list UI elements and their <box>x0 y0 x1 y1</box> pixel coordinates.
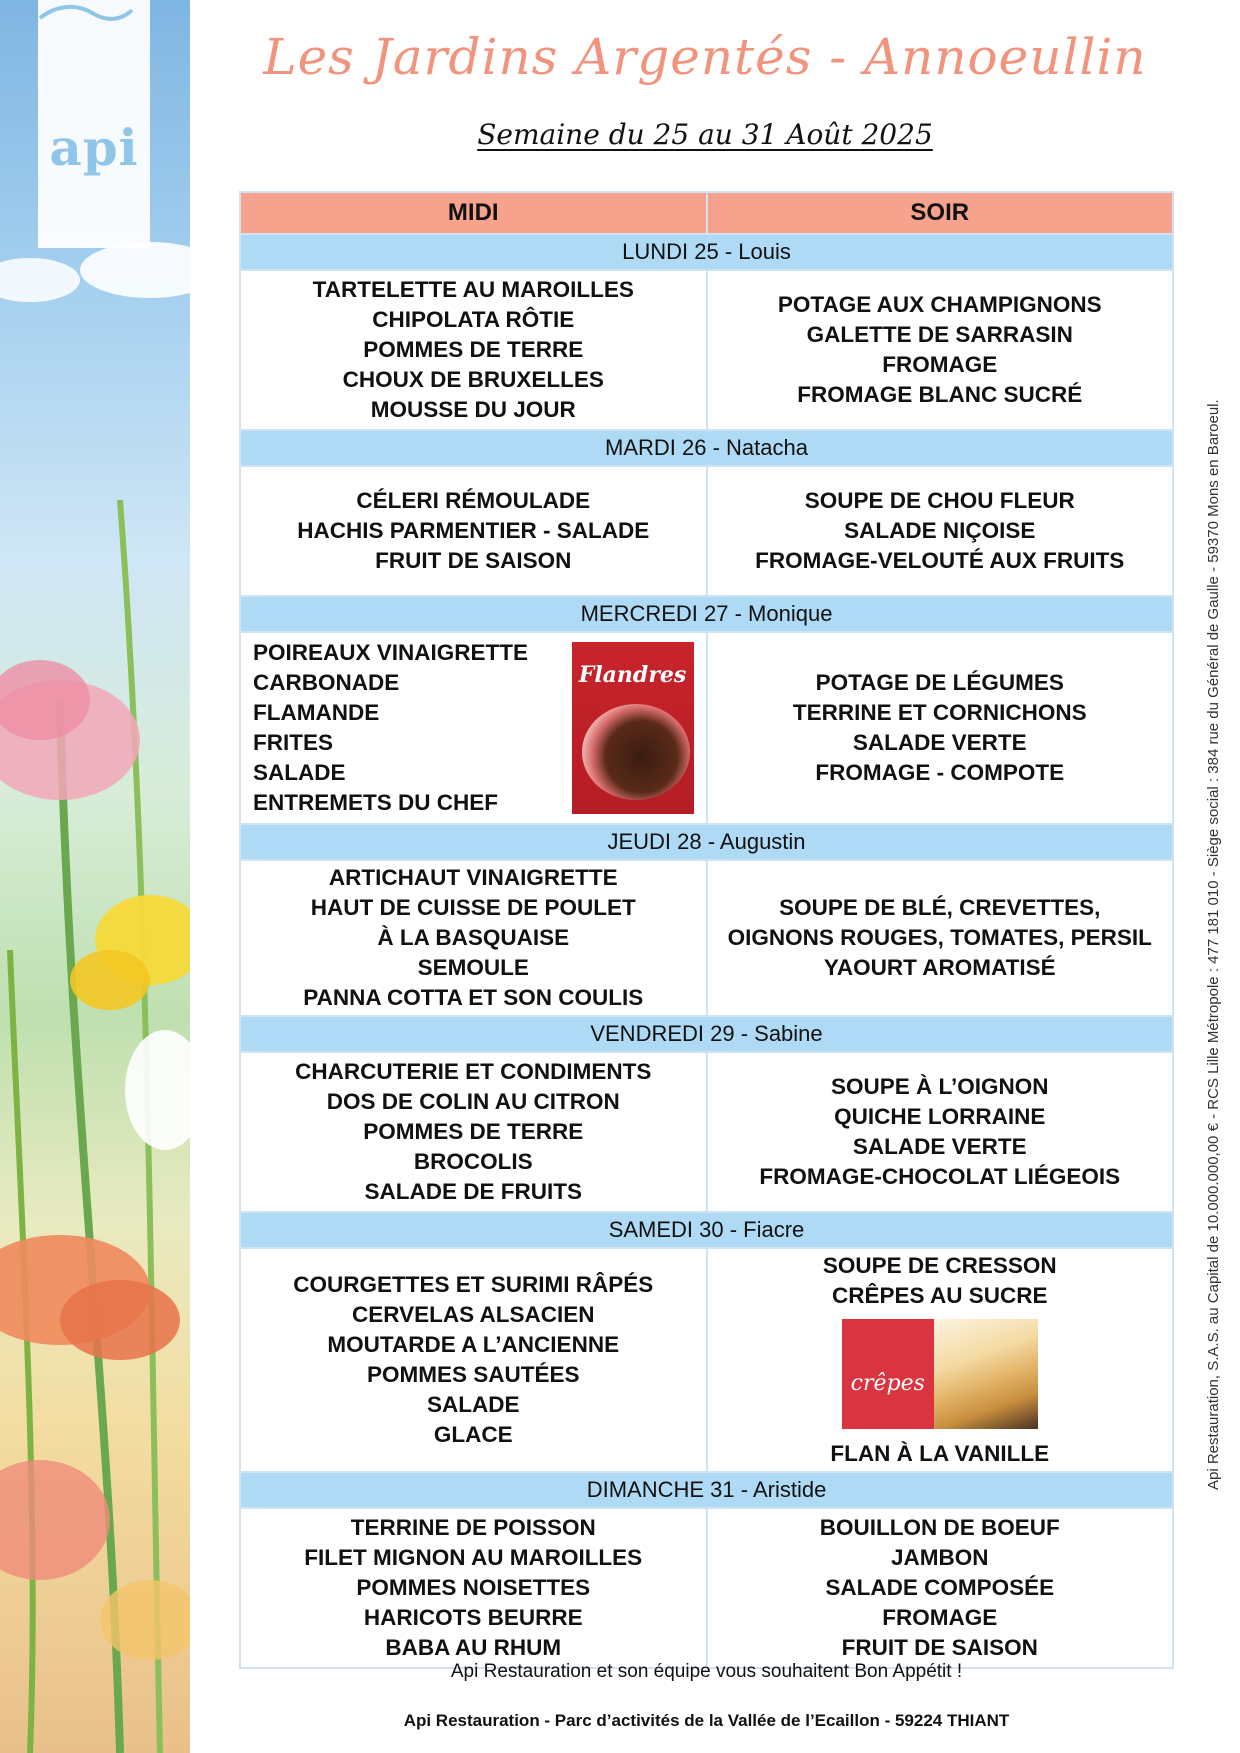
menu-item: FLAN À LA VANILLE <box>830 1441 1050 1466</box>
menu-item: TERRINE DE POISSON <box>350 1515 596 1540</box>
flowers-illustration <box>0 0 190 1753</box>
menu-item: CRÊPES AU SUCRE <box>832 1283 1048 1308</box>
menu-item: FROMAGE <box>882 1605 998 1630</box>
menu-item: HAUT DE CUISSE DE POULET <box>310 895 636 920</box>
menu-table <box>239 191 1174 1669</box>
dinner-cell <box>707 1508 1174 1668</box>
column-header-dinner: SOIR <box>707 192 1174 234</box>
day-row-mercredi: MERCREDI 27 - Monique <box>240 596 1173 632</box>
menu-item: ARTICHAUT VINAIGRETTE <box>328 865 618 890</box>
menu-item: CHARCUTERIE ET CONDIMENTS <box>295 1059 652 1084</box>
menu-item: BABA AU RHUM <box>385 1635 562 1660</box>
menu-item: JAMBON <box>890 1545 989 1570</box>
menu-item: SALADE COMPOSÉE <box>825 1575 1055 1600</box>
menu-item: ENTREMETS DU CHEF <box>253 790 499 815</box>
menu-item: QUICHE LORRAINE <box>834 1104 1046 1129</box>
dinner-cell <box>707 860 1174 1016</box>
lunch-cell <box>240 1508 707 1668</box>
menu-item: FROMAGE-VELOUTÉ AUX FRUITS <box>755 548 1125 573</box>
menu-item: SOUPE DE CHOU FLEUR <box>804 488 1075 513</box>
menu-item: CARBONADE <box>253 670 400 695</box>
dinner-cell <box>707 1248 1174 1472</box>
menu-item: HARICOTS BEURRE <box>363 1605 583 1630</box>
menu-item: HACHIS PARMENTIER - SALADE <box>297 518 650 543</box>
menu-item: CHIPOLATA RÔTIE <box>372 307 575 332</box>
menu-item: BROCOLIS <box>413 1149 533 1174</box>
menu-item: SOUPE DE BLÉ, CREVETTES, <box>779 895 1101 920</box>
menu-item: CERVELAS ALSACIEN <box>351 1302 595 1327</box>
lunch-cell <box>240 632 707 824</box>
menu-item: FROMAGE <box>882 352 998 377</box>
day-row-vendredi: VENDREDI 29 - Sabine <box>240 1016 1173 1052</box>
day-row-samedi: SAMEDI 30 - Fiacre <box>240 1212 1173 1248</box>
dinner-cell <box>707 270 1174 430</box>
menu-item: FRUIT DE SAISON <box>375 548 572 573</box>
logo-box <box>38 0 150 248</box>
menu-item: FRUIT DE SAISON <box>841 1635 1038 1660</box>
company-address: Api Restauration - Parc d’activités de la Vallée de l’Ecaillon - 59224 THIANT <box>403 1711 1010 1730</box>
column-header-lunch: MIDI <box>240 192 707 234</box>
menu-item: CHOUX DE BRUXELLES <box>342 367 604 392</box>
menu-item: MOUSSE DU JOUR <box>370 397 576 422</box>
menu-item: POMMES NOISETTES <box>356 1575 591 1600</box>
day-row-mardi: MARDI 26 - Natacha <box>240 430 1173 466</box>
lunch-cell <box>240 860 707 1016</box>
api-logo: api <box>49 118 139 177</box>
menu-item: SALADE DE FRUITS <box>364 1179 582 1204</box>
menu-item: YAOURT AROMATISÉ <box>823 955 1056 980</box>
menu-item: SALADE VERTE <box>852 730 1027 755</box>
dinner-cell <box>707 1052 1174 1212</box>
legal-notice: Api Restauration, S.A.S. au Capital de 10.000.000,00 € - RCS Lille Métropole : 477 181 010 - Siège social : 384 rue du Général de Gaulle - 59370 Mons en Baroeul. <box>1205 399 1222 1490</box>
menu-item: FILET MIGNON AU MAROILLES <box>304 1545 643 1570</box>
page-title: Les Jardins Argentés - Annoeullin <box>263 28 1147 86</box>
menu-item: OIGNONS ROUGES, TOMATES, PERSIL <box>727 925 1152 950</box>
menu-item: PANNA COTTA ET SON COULIS <box>303 985 644 1010</box>
menu-item: FROMAGE-CHOCOLAT LIÉGEOIS <box>759 1164 1121 1189</box>
lunch-cell <box>240 1248 707 1472</box>
menu-item: TERRINE ET CORNICHONS <box>792 700 1087 725</box>
menu-item: DOS DE COLIN AU CITRON <box>326 1089 620 1114</box>
header-row <box>240 192 1173 234</box>
meal-row-lundi <box>240 270 1173 430</box>
menu-item: GLACE <box>433 1422 513 1447</box>
menu-item: POMMES SAUTÉES <box>366 1362 580 1387</box>
flower-strip <box>0 0 190 1753</box>
menu-item: POTAGE DE LÉGUMES <box>815 670 1064 695</box>
menu-item: SEMOULE <box>417 955 529 980</box>
menu-item: COURGETTES ET SURIMI RÂPÉS <box>293 1272 654 1297</box>
menu-item: FROMAGE - COMPOTE <box>815 760 1065 785</box>
meal-row-mardi <box>240 466 1173 596</box>
logo-wave-icon <box>38 0 134 24</box>
week-subtitle: Semaine du 25 au 31 Août 2025 <box>477 118 933 151</box>
menu-item: POTAGE AUX CHAMPIGNONS <box>777 292 1102 317</box>
menu-item: FRITES <box>253 730 334 755</box>
meal-row-dimanche <box>240 1508 1173 1668</box>
day-row-dimanche: DIMANCHE 31 - Aristide <box>240 1472 1173 1508</box>
meal-row-jeudi <box>240 860 1173 1016</box>
menu-item: TARTELETTE AU MAROILLES <box>312 277 634 302</box>
lunch-cell <box>240 1052 707 1212</box>
day-row-lundi: LUNDI 25 - Louis <box>240 234 1173 270</box>
bon-appetit-message: Api Restauration et son équipe vous souhaitent Bon Appétit ! <box>450 1661 963 1682</box>
menu-item: GALETTE DE SARRASIN <box>806 322 1073 347</box>
meal-row-samedi <box>240 1248 1173 1472</box>
meal-row-vendredi <box>240 1052 1173 1212</box>
menu-item: SALADE <box>426 1392 520 1417</box>
menu-item: SOUPE DE CRESSON <box>822 1253 1057 1278</box>
menu-item: FROMAGE BLANC SUCRÉ <box>797 382 1083 407</box>
menu-item: MOUTARDE A L’ANCIENNE <box>327 1332 620 1357</box>
dinner-cell <box>707 632 1174 824</box>
lunch-cell <box>240 270 707 430</box>
menu-item: FLAMANDE <box>253 700 380 725</box>
menu-item: À LA BASQUAISE <box>377 925 570 950</box>
menu-item: SALADE <box>253 760 346 785</box>
flandres-book-image: Flandres <box>572 642 694 814</box>
meal-row-mercredi <box>240 632 1173 824</box>
menu-item: POMMES DE TERRE <box>363 1119 584 1144</box>
menu-item: CÉLERI RÉMOULADE <box>356 488 591 513</box>
menu-item: SALADE VERTE <box>852 1134 1027 1159</box>
crepes-book-image: crêpes <box>842 1319 1038 1429</box>
menu-item: BOUILLON DE BOEUF <box>819 1515 1060 1540</box>
dinner-cell <box>707 466 1174 596</box>
menu-item: SALADE NIÇOISE <box>844 518 1036 543</box>
menu-item: POIREAUX VINAIGRETTE <box>253 640 529 665</box>
menu-item: SOUPE À L’OIGNON <box>830 1074 1049 1099</box>
day-row-jeudi: JEUDI 28 - Augustin <box>240 824 1173 860</box>
menu-item: POMMES DE TERRE <box>363 337 584 362</box>
lunch-cell <box>240 466 707 596</box>
